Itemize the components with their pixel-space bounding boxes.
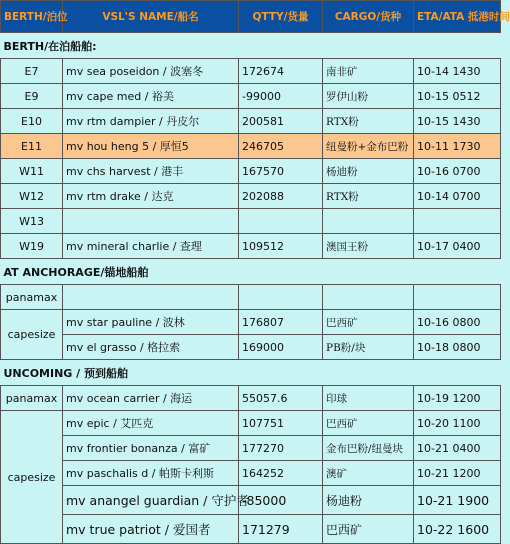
eta-cell: 10-14 1430 <box>414 59 501 84</box>
cargo-cell: 金布巴粉/纽曼块 <box>323 436 414 461</box>
qty-cell: 177270 <box>239 436 323 461</box>
cargo-cell: PB粉/块 <box>323 335 414 360</box>
berth-cell: W12 <box>1 184 63 209</box>
qty-cell: 107751 <box>239 411 323 436</box>
eta-cell: 10-20 1100 <box>414 411 501 436</box>
eta-cell: 10-11 1730 <box>414 134 501 159</box>
section-anchorage-row <box>1 259 501 285</box>
table-row <box>1 184 501 209</box>
cargo-cell: 澳矿 <box>323 461 414 486</box>
berth-cell: E9 <box>1 84 63 109</box>
vessel-cell: mv cape med / 裕美 <box>63 84 239 109</box>
table-row <box>1 515 501 544</box>
table-row <box>1 234 501 259</box>
eta-cell: 10-14 0700 <box>414 184 501 209</box>
eta-cell: 10-21 0400 <box>414 436 501 461</box>
qty-cell: 202088 <box>239 184 323 209</box>
cargo-cell: 纽曼粉+金布巴粉 <box>323 134 414 159</box>
cargo-cell <box>323 285 414 310</box>
vessel-cell: mv epic / 艾匹克 <box>63 411 239 436</box>
berth-cell: W11 <box>1 159 63 184</box>
vessel-cell: mv anangel guardian / 守护者 <box>63 486 239 515</box>
table-row <box>1 461 501 486</box>
eta-cell: 10-15 0512 <box>414 84 501 109</box>
col-header-qtty: QTTY/货量 <box>239 1 323 33</box>
eta-cell: 10-19 1200 <box>414 386 501 411</box>
table-row <box>1 159 501 184</box>
eta-cell: 10-21 1900 <box>414 486 501 515</box>
vessel-cell: mv sea poseidon / 波塞冬 <box>63 59 239 84</box>
cargo-cell <box>323 209 414 234</box>
section-title-upcoming: UNCOMING / 预到船舶 <box>1 360 501 386</box>
vessel-cell: mv mineral charlie / 查理 <box>63 234 239 259</box>
qty-cell: 167570 <box>239 159 323 184</box>
vessel-cell: mv chs harvest / 港丰 <box>63 159 239 184</box>
qty-cell: 169000 <box>239 335 323 360</box>
vessel-cell: mv ocean carrier / 海运 <box>63 386 239 411</box>
cargo-cell: 杨迪粉 <box>323 486 414 515</box>
table-row <box>1 411 501 436</box>
vessel-cell: mv paschalis d / 帕斯卡利斯 <box>63 461 239 486</box>
col-header-vessel: VSL'S NAME/船名 <box>63 1 239 33</box>
category-cell: panamax <box>1 285 63 310</box>
table-row <box>1 386 501 411</box>
table-row <box>1 109 501 134</box>
eta-cell: 10-16 0800 <box>414 310 501 335</box>
qty-cell: 176807 <box>239 310 323 335</box>
table-row <box>1 285 501 310</box>
qty-cell: 200581 <box>239 109 323 134</box>
cargo-cell: RTX粉 <box>323 184 414 209</box>
berth-cell: E11 <box>1 134 63 159</box>
section-upcoming-row <box>1 360 501 386</box>
category-cell: capesize <box>1 310 63 360</box>
vessel-cell: mv rtm drake / 达克 <box>63 184 239 209</box>
table-row <box>1 310 501 335</box>
eta-cell: 10-21 1200 <box>414 461 501 486</box>
category-cell: panamax <box>1 386 63 411</box>
vessel-cell <box>63 285 239 310</box>
header-row <box>1 1 501 33</box>
vessel-cell: mv hou heng 5 / 厚恒5 <box>63 134 239 159</box>
vessel-cell: mv star pauline / 波林 <box>63 310 239 335</box>
table-row <box>1 436 501 461</box>
cargo-cell: 罗伊山粉 <box>323 84 414 109</box>
category-cell: capesize <box>1 411 63 544</box>
table-row-highlighted <box>1 134 501 159</box>
col-header-cargo: CARGO/货种 <box>323 1 414 33</box>
col-header-berth: BERTH/泊位 <box>1 1 63 33</box>
cargo-cell: 印球 <box>323 386 414 411</box>
col-header-eta: ETA/ATA 抵港时间 <box>414 1 501 33</box>
eta-cell: 10-22 1600 <box>414 515 501 544</box>
eta-cell: 10-18 0800 <box>414 335 501 360</box>
cargo-cell: 南非矿 <box>323 59 414 84</box>
cargo-cell: 澳国王粉 <box>323 234 414 259</box>
cargo-cell: 巴西矿 <box>323 411 414 436</box>
eta-cell <box>414 209 501 234</box>
berth-cell: W19 <box>1 234 63 259</box>
berth-cell: E7 <box>1 59 63 84</box>
cargo-cell: 杨迪粉 <box>323 159 414 184</box>
table-row <box>1 335 501 360</box>
eta-cell: 10-15 1430 <box>414 109 501 134</box>
eta-cell: 10-16 0700 <box>414 159 501 184</box>
table-row <box>1 486 501 515</box>
qty-cell: 109512 <box>239 234 323 259</box>
qty-cell: 171279 <box>239 515 323 544</box>
qty-cell: 164252 <box>239 461 323 486</box>
section-berth-row <box>1 33 501 59</box>
vessel-cell: mv rtm dampier / 丹皮尔 <box>63 109 239 134</box>
berth-cell: W13 <box>1 209 63 234</box>
eta-cell: 10-17 0400 <box>414 234 501 259</box>
vessel-cell: mv true patriot / 爱国者 <box>63 515 239 544</box>
qty-cell: 172674 <box>239 59 323 84</box>
qty-cell: 246705 <box>239 134 323 159</box>
table-row <box>1 84 501 109</box>
table-row <box>1 209 501 234</box>
vessel-cell: mv el grasso / 格拉索 <box>63 335 239 360</box>
qty-cell <box>239 285 323 310</box>
vessel-cell <box>63 209 239 234</box>
qty-cell <box>239 209 323 234</box>
eta-cell <box>414 285 501 310</box>
section-title-berth: BERTH/在泊船舶: <box>1 33 501 59</box>
section-title-anchorage: AT ANCHORAGE/锚地船舶 <box>1 259 501 285</box>
qty-cell: -85000 <box>239 486 323 515</box>
berth-cell: E10 <box>1 109 63 134</box>
cargo-cell: 巴西矿 <box>323 310 414 335</box>
cargo-cell: RTX粉 <box>323 109 414 134</box>
qty-cell: -99000 <box>239 84 323 109</box>
cargo-cell: 巴西矿 <box>323 515 414 544</box>
table-row <box>1 59 501 84</box>
vessel-cell: mv frontier bonanza / 富矿 <box>63 436 239 461</box>
qty-cell: 55057.6 <box>239 386 323 411</box>
